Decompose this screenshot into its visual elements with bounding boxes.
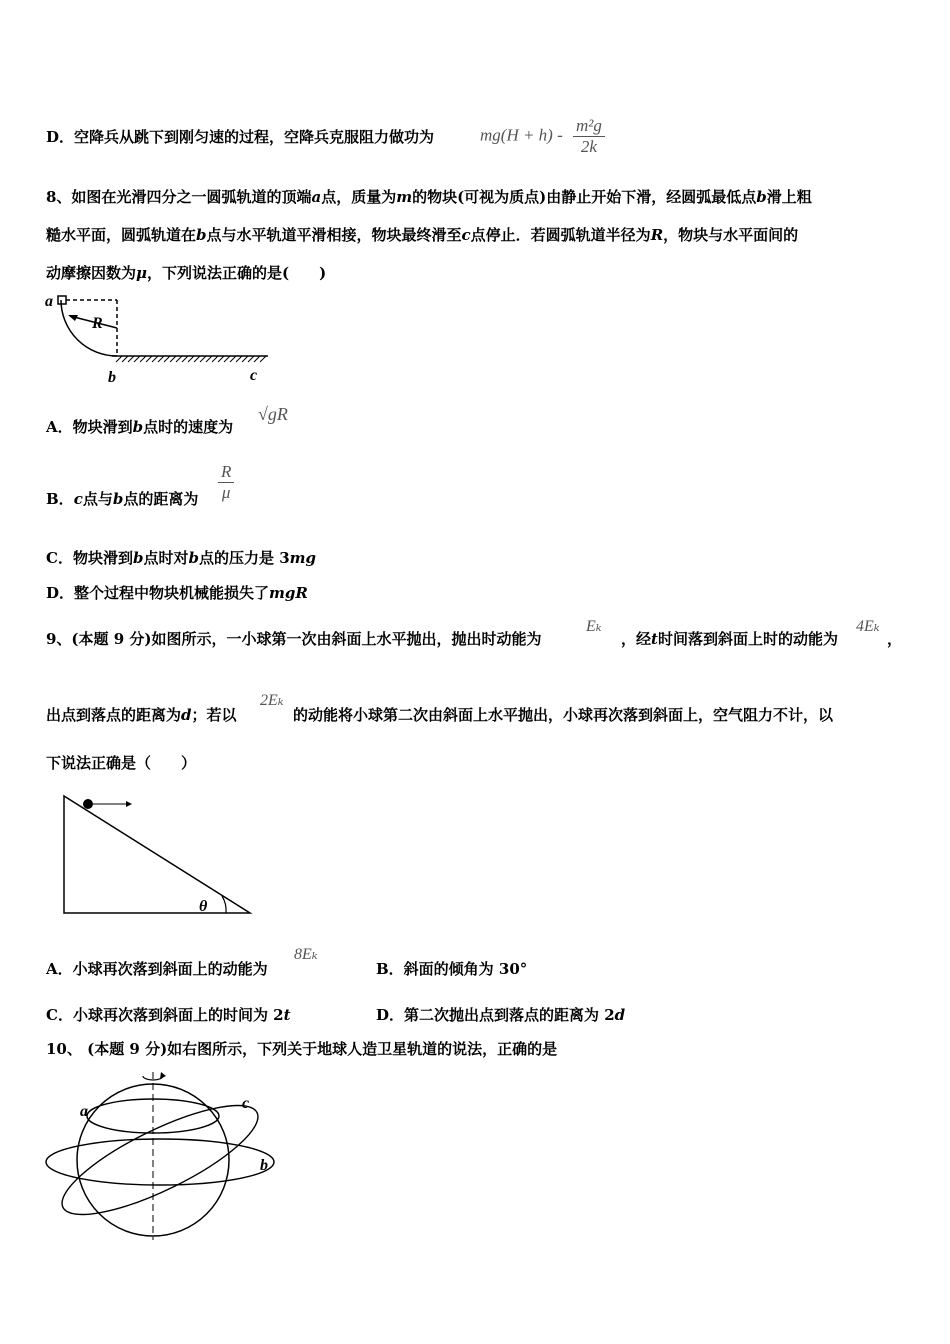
q8-text: B． [46, 490, 74, 508]
q9-incline-triangle [64, 796, 250, 913]
q9-option-a-formula: 8Eₖ [294, 946, 318, 963]
q8-text: 8、如图在光滑四分之一圆弧轨道的顶端 [46, 188, 312, 206]
q9-var-t: t [651, 630, 658, 648]
q8-stem-line2 [46, 224, 798, 245]
q7-option-d-label: D．空降兵从跳下到刚匀速的过程，空降兵克服阻力做功为 [46, 128, 435, 146]
q8-fig-label-r: R [92, 315, 103, 332]
q8-text: A．物块滑到 [46, 418, 133, 436]
q8-var-b: b [132, 418, 144, 436]
q8-arrowhead [68, 315, 78, 321]
q8-option-a-formula: √gR [258, 404, 288, 424]
q8-text: 点时的速度为 [143, 418, 234, 436]
q10-orbit-b [46, 1139, 274, 1185]
q9-text: 时间落到斜面上时的动能为 [657, 630, 838, 648]
q8-text: 的物块(可视为质点)由静止开始下滑，经圆弧最低点 [412, 188, 757, 206]
q8-arc [61, 300, 117, 356]
q9-stem-line1c: ， [887, 630, 903, 648]
q9-option-a [46, 958, 268, 979]
q10-fig-label-a: a [80, 1103, 88, 1120]
q8-var-r: R [650, 226, 664, 244]
q8-var-b: b [132, 549, 144, 567]
q9-var-t: t [283, 1006, 291, 1024]
q9-text: 9、(本题 9 分)如图所示，一小球第一次由斜面上水平抛出，抛出时动能为 [46, 630, 542, 648]
q8-var-c: c [461, 226, 471, 244]
q9-option-c [46, 1004, 291, 1025]
q9-text: A．小球再次落到斜面上的动能为 [46, 960, 268, 978]
q9-stem-line2b: 的动能将小球第二次由斜面上水平抛出，小球再次落到斜面上，空气阻力不计，以 [293, 706, 834, 724]
q9-text: 出点到落点的距离为 [46, 706, 182, 724]
q8-text: 点的距离为 [123, 490, 199, 508]
q8-var-m: m [396, 188, 413, 206]
q9-ball [83, 799, 93, 809]
q9-stem-line1b [621, 628, 838, 649]
q8-text: ，下列说法正确的是( ) [147, 264, 327, 282]
q8-option-b-formula [218, 462, 234, 503]
q8-option-a [46, 416, 233, 437]
q8-text: 动摩擦因数为 [46, 264, 137, 282]
q7-formula-numerator: m²g [573, 116, 605, 137]
q8-text: 点，质量为 [321, 188, 397, 206]
q8-var-a: a [311, 188, 322, 206]
q9-option-b: B．斜面的倾角为 30° [376, 960, 528, 978]
q9-ek: Eₖ [586, 618, 602, 635]
q9-var-d: d [614, 1006, 626, 1024]
q8-text: ，物块与水平面间的 [663, 226, 799, 244]
q7-formula-main: mg(H + h) - [480, 125, 563, 145]
q10-fig-label-c: c [242, 1095, 250, 1112]
q8-var-b: b [112, 490, 124, 508]
q8-text: 点与水平轨道平滑相接，物块最终滑至 [206, 226, 462, 244]
q9-text: ；若以 [191, 706, 237, 724]
q10-stem: 10、 (本题 9 分)如右图所示，下列关于地球人造卫星轨道的说法，正确的是 [46, 1040, 558, 1058]
q9-fig-label-theta: θ [199, 898, 208, 915]
q8-ground-hatch [116, 356, 266, 362]
q8-block [58, 296, 66, 304]
q8-var-b: b [756, 188, 767, 206]
q9-text: C．小球再次落到斜面上的时间为 2 [46, 1006, 284, 1024]
q8-var-c: c [73, 490, 83, 508]
q8-fig-label-b: b [108, 369, 116, 386]
q8-option-b [46, 488, 198, 509]
q8-stem-line1 [46, 186, 812, 207]
q9-option-d [376, 1004, 625, 1025]
q8-text: 糙水平面，圆弧轨道在 [46, 226, 197, 244]
q8-text: C．物块滑到 [46, 549, 133, 567]
q9-arrowhead [126, 801, 132, 807]
q8-text: 点停止．若圆弧轨道半径为 [470, 226, 651, 244]
q10-fig-label-b: b [260, 1157, 268, 1174]
q8-text: 点与 [82, 490, 113, 508]
q8-text: 点时对 [143, 549, 189, 567]
q8-var-mg: mg [289, 549, 317, 567]
q10-figure-earth-orbits [40, 1064, 300, 1244]
q8-var-mgr: mgR [269, 584, 308, 602]
q9-text: D．第二次抛出点到落点的距离为 2 [376, 1006, 615, 1024]
q8-fig-label-a: a [45, 293, 53, 310]
q8-var-mu: μ [136, 264, 147, 282]
q9-stem-line2a [46, 704, 237, 725]
q8-option-b-numerator: R [218, 462, 234, 483]
q7-formula-denominator: 2k [580, 137, 597, 156]
q8-option-b-denominator: μ [221, 483, 231, 502]
q8-option-d [46, 582, 308, 603]
q8-fig-label-c: c [250, 367, 258, 384]
q9-stem-line1 [46, 628, 542, 649]
q9-stem-line3: 下说法正确是（ ） [46, 754, 197, 772]
q8-text: 滑上粗 [766, 188, 812, 206]
q8-text: D．整个过程中物块机械能损失了 [46, 584, 270, 602]
q9-angle-arc [222, 896, 226, 913]
q8-var-b: b [196, 226, 207, 244]
q8-stem-line3 [46, 262, 326, 283]
q8-option-c [46, 547, 316, 568]
q8-var-b: b [188, 549, 199, 567]
q7-option-d [46, 126, 434, 147]
q9-4ek: 4Eₖ [856, 618, 880, 635]
q7-option-d-formula [480, 116, 605, 157]
q9-var-d: d [181, 706, 192, 724]
q9-figure-incline [56, 788, 266, 922]
q8-figure-arc-track [40, 290, 280, 390]
q8-text: 点的压力是 3 [198, 549, 290, 567]
q9-2ek: 2Eₖ [260, 692, 284, 709]
q9-text: ，经 [621, 630, 652, 648]
q10-rotation-arrowhead [160, 1072, 166, 1079]
